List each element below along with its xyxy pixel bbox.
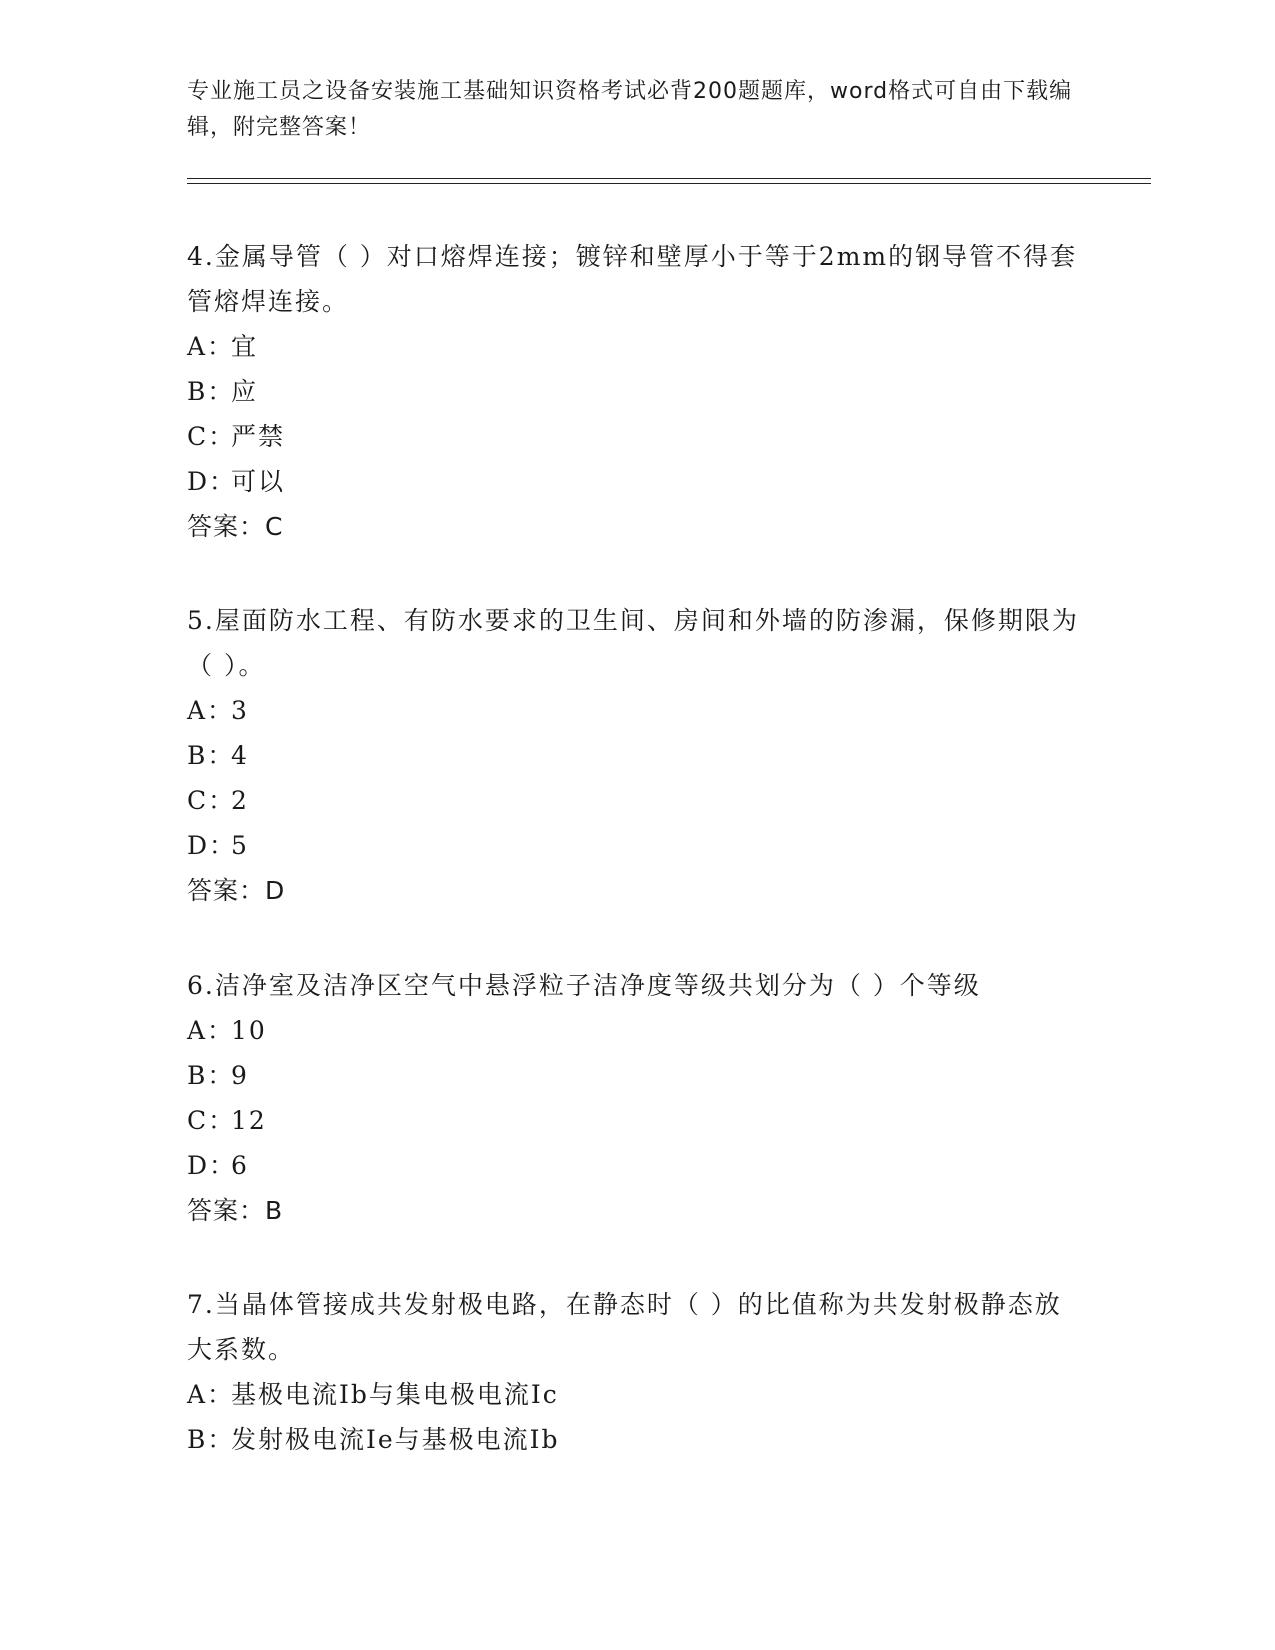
option-text: 6 bbox=[231, 1151, 249, 1180]
option-text: 严禁 bbox=[231, 422, 286, 451]
option-text: 基极电流Ib与集电极电流Ic bbox=[231, 1380, 559, 1409]
option-text: 5 bbox=[231, 831, 249, 860]
answer-line: 答案：C bbox=[187, 512, 284, 541]
header-divider-bottom bbox=[187, 183, 1151, 184]
option-text: 发射极电流Ie与基极电流Ib bbox=[231, 1425, 560, 1454]
option-letter: D： bbox=[187, 831, 237, 860]
option-b bbox=[187, 1053, 1087, 1098]
option-letter: C： bbox=[187, 786, 236, 815]
question-4 bbox=[187, 234, 1087, 549]
option-text: 3 bbox=[231, 696, 249, 725]
option-letter: C： bbox=[187, 1106, 236, 1135]
option-letter: D： bbox=[187, 1151, 237, 1180]
option-d bbox=[187, 1143, 1087, 1188]
option-c bbox=[187, 414, 1087, 459]
option-letter: B： bbox=[187, 1425, 235, 1454]
question-5 bbox=[187, 598, 1087, 913]
option-a bbox=[187, 1372, 1087, 1417]
answer-line: 答案：D bbox=[187, 876, 286, 905]
option-letter: B： bbox=[187, 741, 235, 770]
option-text: 4 bbox=[231, 741, 249, 770]
option-letter: A： bbox=[187, 332, 235, 361]
option-a bbox=[187, 688, 1087, 733]
option-c bbox=[187, 778, 1087, 823]
question-stem: 6.洁净室及洁净区空气中悬浮粒子洁净度等级共划分为（ ）个等级 bbox=[187, 971, 981, 1000]
option-letter: B： bbox=[187, 377, 235, 406]
option-text: 宜 bbox=[231, 332, 259, 361]
document-title: 专业施工员之设备安装施工基础知识资格考试必背200题题库，word格式可自由下载编辑，附完整答案！ bbox=[187, 79, 1073, 140]
option-text: 9 bbox=[231, 1061, 249, 1090]
option-a bbox=[187, 324, 1087, 369]
option-letter: A： bbox=[187, 1016, 235, 1045]
option-b bbox=[187, 369, 1087, 414]
option-letter: C： bbox=[187, 422, 236, 451]
option-letter: B： bbox=[187, 1061, 235, 1090]
question-7 bbox=[187, 1282, 1087, 1462]
option-c bbox=[187, 1098, 1087, 1143]
option-a bbox=[187, 1008, 1087, 1053]
option-b bbox=[187, 1417, 1087, 1462]
question-stem: 5.屋面防水工程、有防水要求的卫生间、房间和外墙的防渗漏，保修期限为（ ）。 bbox=[187, 606, 1079, 680]
option-text: 应 bbox=[231, 377, 259, 406]
option-text: 2 bbox=[231, 786, 249, 815]
option-letter: A： bbox=[187, 1380, 235, 1409]
option-letter: D： bbox=[187, 467, 237, 496]
option-d bbox=[187, 823, 1087, 868]
option-text: 可以 bbox=[231, 467, 286, 496]
answer-line: 答案：B bbox=[187, 1196, 284, 1225]
option-letter: A： bbox=[187, 696, 235, 725]
option-b bbox=[187, 733, 1087, 778]
document-header bbox=[187, 74, 1087, 146]
option-d bbox=[187, 459, 1087, 504]
option-text: 12 bbox=[231, 1106, 267, 1135]
header-divider-top bbox=[187, 178, 1151, 179]
question-stem: 4.金属导管（ ）对口熔焊连接；镀锌和壁厚小于等于2mm的钢导管不得套管熔焊连接。 bbox=[187, 242, 1078, 316]
option-text: 10 bbox=[231, 1016, 267, 1045]
question-stem: 7.当晶体管接成共发射极电路，在静态时（ ）的比值称为共发射极静态放大系数。 bbox=[187, 1290, 1062, 1364]
question-6 bbox=[187, 963, 1087, 1233]
